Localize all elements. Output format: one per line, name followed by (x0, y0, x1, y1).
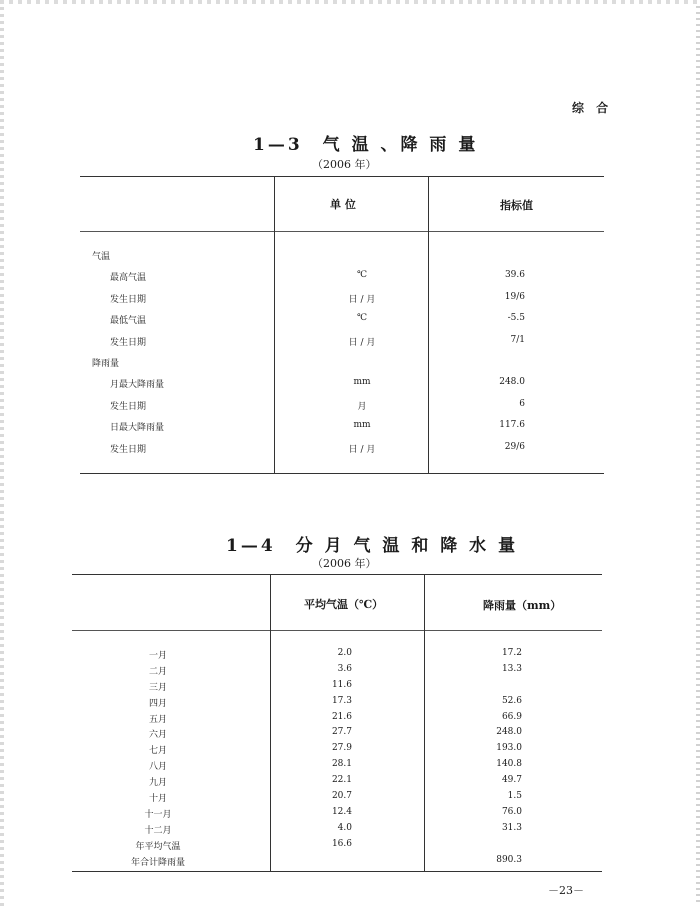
table-1-3-header-rule (80, 231, 604, 232)
month-temp: 21.6 (331, 711, 352, 722)
page-number: －23－ (548, 884, 584, 897)
table-1-3-title: 1—3 气 温 、降 雨 量 (253, 135, 479, 155)
month-rain: 140.8 (496, 759, 522, 770)
row-unit: 日 / 月 (348, 444, 376, 455)
table-1-3-unit-header: 单 位 (330, 198, 356, 211)
month-label: 五月 (148, 714, 167, 725)
month-rain: 13.3 (501, 663, 522, 674)
row-unit: 月 (357, 401, 367, 412)
month-rain: 76.0 (501, 806, 522, 817)
table-1-3-top-rule (80, 176, 604, 177)
table-1-3-body (0, 249, 700, 463)
row-unit: ℃ (356, 313, 368, 324)
row-value: 248.0 (499, 377, 525, 388)
table-row (0, 648, 700, 664)
row-unit: mm (353, 377, 371, 388)
month-temp: 11.6 (331, 679, 352, 690)
row-label: 发生日期 (110, 337, 147, 348)
month-label: 三月 (148, 682, 167, 693)
row-value: 6 (519, 398, 525, 409)
table-row (0, 335, 700, 356)
row-unit: mm (353, 420, 371, 431)
month-rain: 248.0 (496, 727, 522, 738)
row-unit: ℃ (356, 270, 368, 281)
section-label: 综 合 (572, 101, 613, 115)
table-1-3-subtitle: （2006 年） (312, 158, 377, 171)
month-label: 二月 (148, 666, 167, 677)
row-label: 发生日期 (110, 401, 147, 412)
row-label: 日最大降雨量 (110, 423, 165, 434)
table-row (0, 823, 700, 839)
table-row (0, 377, 700, 398)
month-label: 年平均气温 (135, 841, 181, 852)
month-rain: 31.3 (501, 822, 522, 833)
table-1-4-rain-header: 降雨量（mm） (483, 599, 562, 612)
table-row (0, 270, 700, 291)
table-row (0, 839, 700, 855)
table-1-3-value-header: 指标值 (500, 199, 533, 212)
month-temp: 2.0 (337, 648, 352, 658)
table-1-4-top-rule (72, 574, 602, 575)
row-label: 发生日期 (110, 294, 147, 305)
table-row (0, 399, 700, 420)
table-row (0, 696, 700, 712)
month-label: 四月 (148, 698, 167, 709)
month-label: 一月 (148, 651, 167, 661)
row-value: 7/1 (510, 334, 525, 345)
table-1-4-subtitle: （2006 年） (312, 557, 377, 570)
table-row (0, 313, 700, 334)
month-label: 年合计降雨量 (130, 857, 185, 868)
table-1-3-bottom-rule (80, 473, 604, 474)
row-label: 气温 (92, 252, 111, 262)
table-1-4-header-rule (72, 630, 602, 631)
row-label: 降雨量 (92, 358, 120, 369)
table-1-4-bottom-rule (72, 871, 602, 872)
row-label: 发生日期 (110, 444, 147, 455)
row-value: 117.6 (499, 420, 525, 431)
month-temp: 27.7 (331, 727, 352, 738)
month-label: 十月 (148, 794, 167, 805)
month-temp: 27.9 (331, 743, 352, 754)
table-row (0, 791, 700, 807)
row-label: 月最大降雨量 (110, 380, 165, 391)
table-1-4-temp-header: 平均气温（℃） (304, 598, 384, 611)
table-1-4-title: 1—4 分 月 气 温 和 降 水 量 (226, 536, 519, 556)
row-unit: 日 / 月 (348, 294, 376, 305)
table-row (0, 775, 700, 791)
row-label: 最高气温 (110, 273, 147, 284)
table-row (0, 727, 700, 743)
table-row (0, 712, 700, 728)
table-row (0, 807, 700, 823)
month-label: 十一月 (144, 809, 172, 820)
table-row (0, 442, 700, 463)
table-row (0, 249, 700, 270)
month-temp: 3.6 (337, 663, 352, 674)
table-row (0, 356, 700, 377)
row-unit: 日 / 月 (348, 337, 376, 348)
table-row (0, 292, 700, 313)
month-label: 九月 (148, 778, 167, 789)
month-label: 八月 (148, 762, 167, 773)
scan-edge-top (0, 0, 700, 4)
row-value: 29/6 (504, 441, 525, 452)
month-rain: 890.3 (496, 854, 522, 865)
month-temp: 20.7 (331, 791, 352, 802)
month-temp: 16.6 (331, 838, 352, 849)
month-temp: 4.0 (337, 822, 352, 833)
row-value: -5.5 (507, 313, 525, 324)
table-row (0, 680, 700, 696)
month-temp: 17.3 (331, 695, 352, 706)
table-row (0, 743, 700, 759)
row-value: 19/6 (504, 291, 525, 302)
table-row (0, 759, 700, 775)
month-temp: 28.1 (331, 759, 352, 770)
month-label: 十二月 (144, 825, 172, 836)
month-rain: 66.9 (501, 711, 522, 722)
table-row (0, 420, 700, 441)
month-rain: 17.2 (501, 648, 522, 658)
month-temp: 12.4 (331, 806, 352, 817)
row-label: 最低气温 (110, 316, 147, 327)
table-row (0, 855, 700, 871)
month-temp: 22.1 (331, 775, 352, 786)
month-label: 七月 (148, 746, 167, 757)
month-rain: 193.0 (496, 743, 522, 754)
month-rain: 49.7 (501, 775, 522, 786)
month-label: 六月 (148, 730, 167, 741)
month-rain: 52.6 (501, 695, 522, 706)
table-1-4-body (0, 648, 700, 870)
month-rain: 1.5 (507, 791, 522, 802)
row-value: 39.6 (504, 270, 525, 281)
table-row (0, 664, 700, 680)
